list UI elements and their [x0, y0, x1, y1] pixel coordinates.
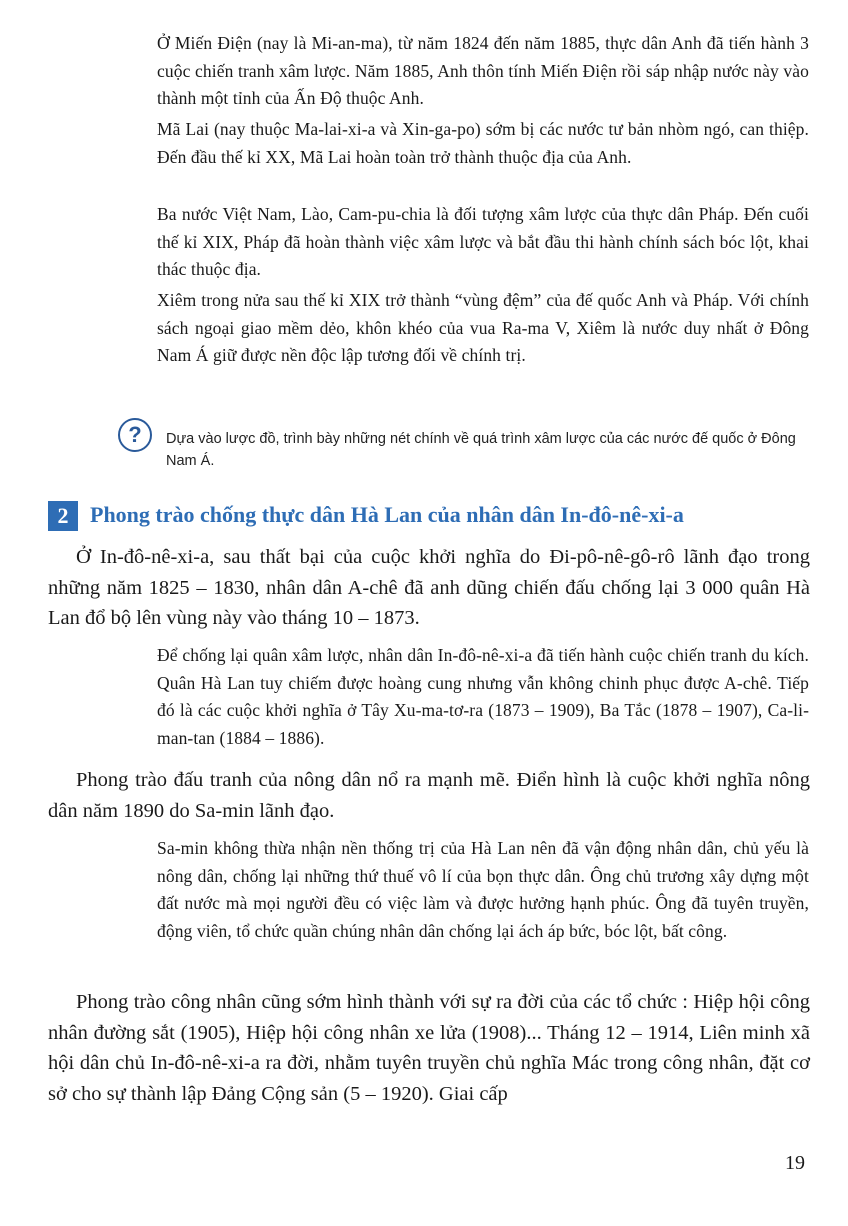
paragraph-malaya: Mã Lai (nay thuộc Ma-lai-xi-a và Xin-ga-po) sớm bị các nước tư bản nhòm ngó, can thiệp. Đến đầu thế kỉ XX, Mã Lai hoàn toàn trở thành thuộc địa của Anh.: [157, 119, 809, 167]
paragraph-samin: Sa-min không thừa nhận nền thống trị của Hà Lan nên đã vận động nhân dân, chủ yếu là nông dân, chống lại những thứ thuế vô lí của bọn thực dân. Ông chủ trương xây dựng một đất nước mà mọi người đều có việc làm và được hưởng hạnh phúc. Ông đã tuyên truyền, động viên, tổ chức quần chúng nhân dân chống lại ách áp bức, bóc lột, bất công.: [157, 838, 809, 941]
question-icon: ?: [118, 418, 152, 452]
section-number: 2: [48, 501, 78, 531]
paragraph-burma: Ở Miến Điện (nay là Mi-an-ma), từ năm 1824 đến năm 1885, thực dân Anh đã tiến hành 3 cuộc chiến tranh xâm lược. Năm 1885, Anh thôn tính Miến Điện rồi sáp nhập nước này vào thành một tỉnh của Ấn Độ thuộc Anh.: [157, 33, 809, 108]
paragraph-indochina: Ba nước Việt Nam, Lào, Cam-pu-chia là đối tượng xâm lược của thực dân Pháp. Đến cuối thế kỉ XIX, Pháp đã hoàn thành việc xâm lược và bắt đầu thi hành chính sách bóc lột, khai thác thuộc địa.: [157, 204, 809, 279]
paragraph-ache: Ở In-đô-nê-xi-a, sau thất bại của cuộc khởi nghĩa do Đi-pô-nê-gô-rô lãnh đạo trong những năm 1825 – 1830, nhân dân A-chê đã anh dũng chiến đấu chống lại 3 000 quân Hà Lan đổ bộ lên vùng này vào tháng 10 – 1873.: [48, 546, 810, 629]
page-number: 19: [785, 1152, 805, 1174]
section-title: Phong trào chống thực dân Hà Lan của nhân dân In-đô-nê-xi-a: [90, 502, 684, 527]
question-box: [118, 418, 818, 474]
paragraph-siam: Xiêm trong nửa sau thế kỉ XIX trở thành “vùng đệm” của đế quốc Anh và Pháp. Với chính sách ngoại giao mềm dẻo, khôn khéo của vua Ra-ma V, Xiêm là nước duy nhất ở Đông Nam Á giữ được nền độc lập tương đối về chính trị.: [157, 290, 809, 365]
paragraph-guerrilla: Để chống lại quân xâm lược, nhân dân In-đô-nê-xi-a đã tiến hành cuộc chiến tranh du kích. Quân Hà Lan tuy chiếm được hoàng cung nhưng vẫn không chinh phục được A-chê. Tiếp đó là các cuộc khởi nghĩa ở Tây Xu-ma-tơ-ra (1873 – 1909), Ba Tắc (1878 – 1907), Ca-li-man-tan (1884 – 1886).: [157, 645, 809, 748]
paragraph-workers: Phong trào công nhân cũng sớm hình thành với sự ra đời của các tổ chức : Hiệp hội công nhân đường sắt (1905), Hiệp hội công nhân xe lửa (1908)... Tháng 12 – 1914, Liên minh xã hội dân chủ In-đô-nê-xi-a ra đời, nhằm tuyên truyền chủ nghĩa Mác trong công nhân, đặt cơ sở cho sự thành lập Đảng Cộng sản (5 – 1920). Giai cấp: [48, 991, 810, 1105]
question-text: Dựa vào lược đồ, trình bày những nét chính về quá trình xâm lược của các nước đế quốc ở Đông Nam Á.: [166, 431, 796, 469]
paragraph-peasants: Phong trào đấu tranh của nông dân nổ ra mạnh mẽ. Điển hình là cuộc khởi nghĩa nông dân năm 1890 do Sa-min lãnh đạo.: [48, 769, 810, 822]
